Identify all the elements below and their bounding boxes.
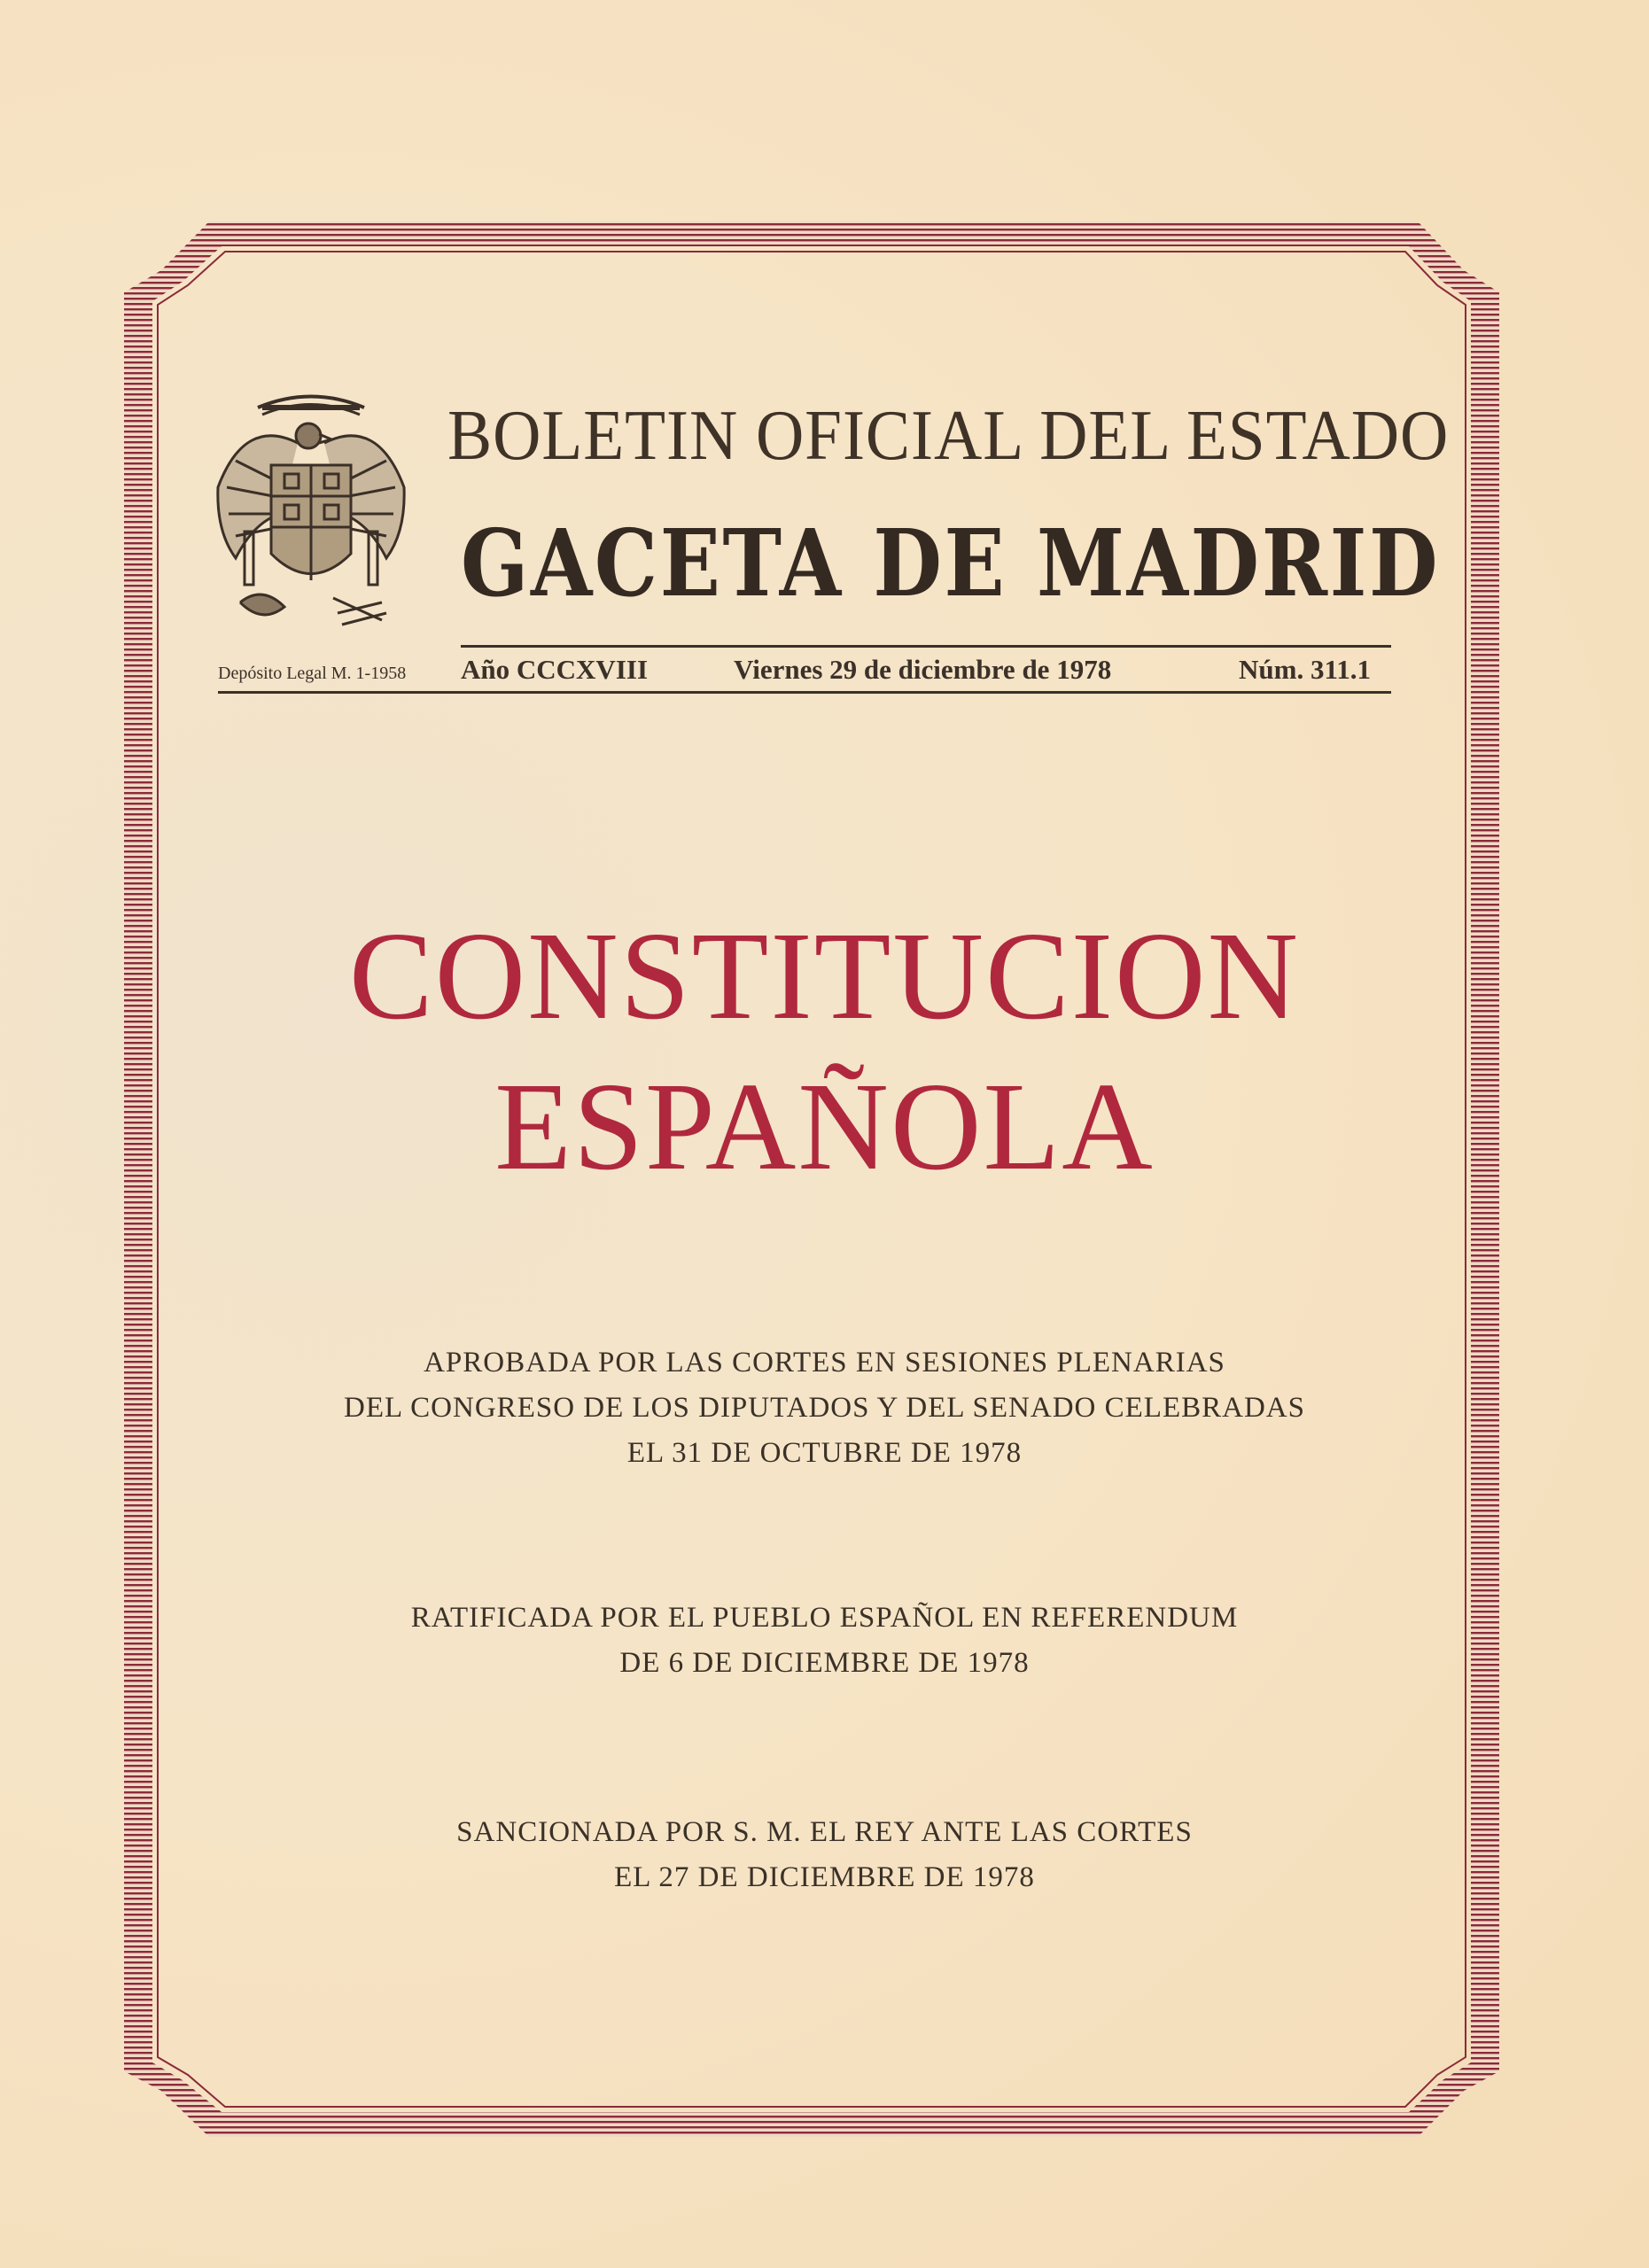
- text-line: RATIFICADA POR EL PUEBLO ESPAÑOL EN REFERENDUM: [410, 1602, 1239, 1634]
- main-title-line-1: CONSTITUCION: [348, 905, 1301, 1045]
- issue-date: Viernes 29 de diciembre de 1978: [734, 654, 1112, 685]
- coat-of-arms-eagle-icon: [209, 381, 413, 638]
- text-line: EL 27 DE DICIEMBRE DE 1978: [614, 1861, 1035, 1893]
- masthead-title-boletin: BOLETIN OFICIAL DEL ESTADO: [447, 397, 1450, 475]
- text-line: SANCIONADA POR S. M. EL REY ANTE LAS CORTES: [456, 1816, 1193, 1848]
- masthead-top-rule: [461, 645, 1391, 648]
- text-line: APROBADA POR LAS CORTES EN SESIONES PLENARIAS: [424, 1347, 1225, 1379]
- text-line: DE 6 DE DICIEMBRE DE 1978: [619, 1647, 1030, 1679]
- masthead-title-gaceta: GACETA DE MADRID: [461, 509, 1441, 617]
- ratification-paragraph: [0, 1596, 1649, 1686]
- masthead-bottom-rule: [218, 691, 1391, 694]
- issue-year: Año CCCXVIII: [461, 654, 649, 685]
- issue-number: Núm. 311.1: [1239, 654, 1371, 685]
- text-line: EL 31 DE OCTUBRE DE 1978: [626, 1437, 1023, 1469]
- text-line: DEL CONGRESO DE LOS DIPUTADOS Y DEL SENADO CELEBRADAS: [344, 1392, 1305, 1424]
- approval-paragraph: [0, 1340, 1649, 1476]
- main-title-line-2: ESPAÑOLA: [494, 1056, 1155, 1196]
- sanction-paragraph: [0, 1810, 1649, 1900]
- legal-deposit: Depósito Legal M. 1-1958: [218, 664, 407, 683]
